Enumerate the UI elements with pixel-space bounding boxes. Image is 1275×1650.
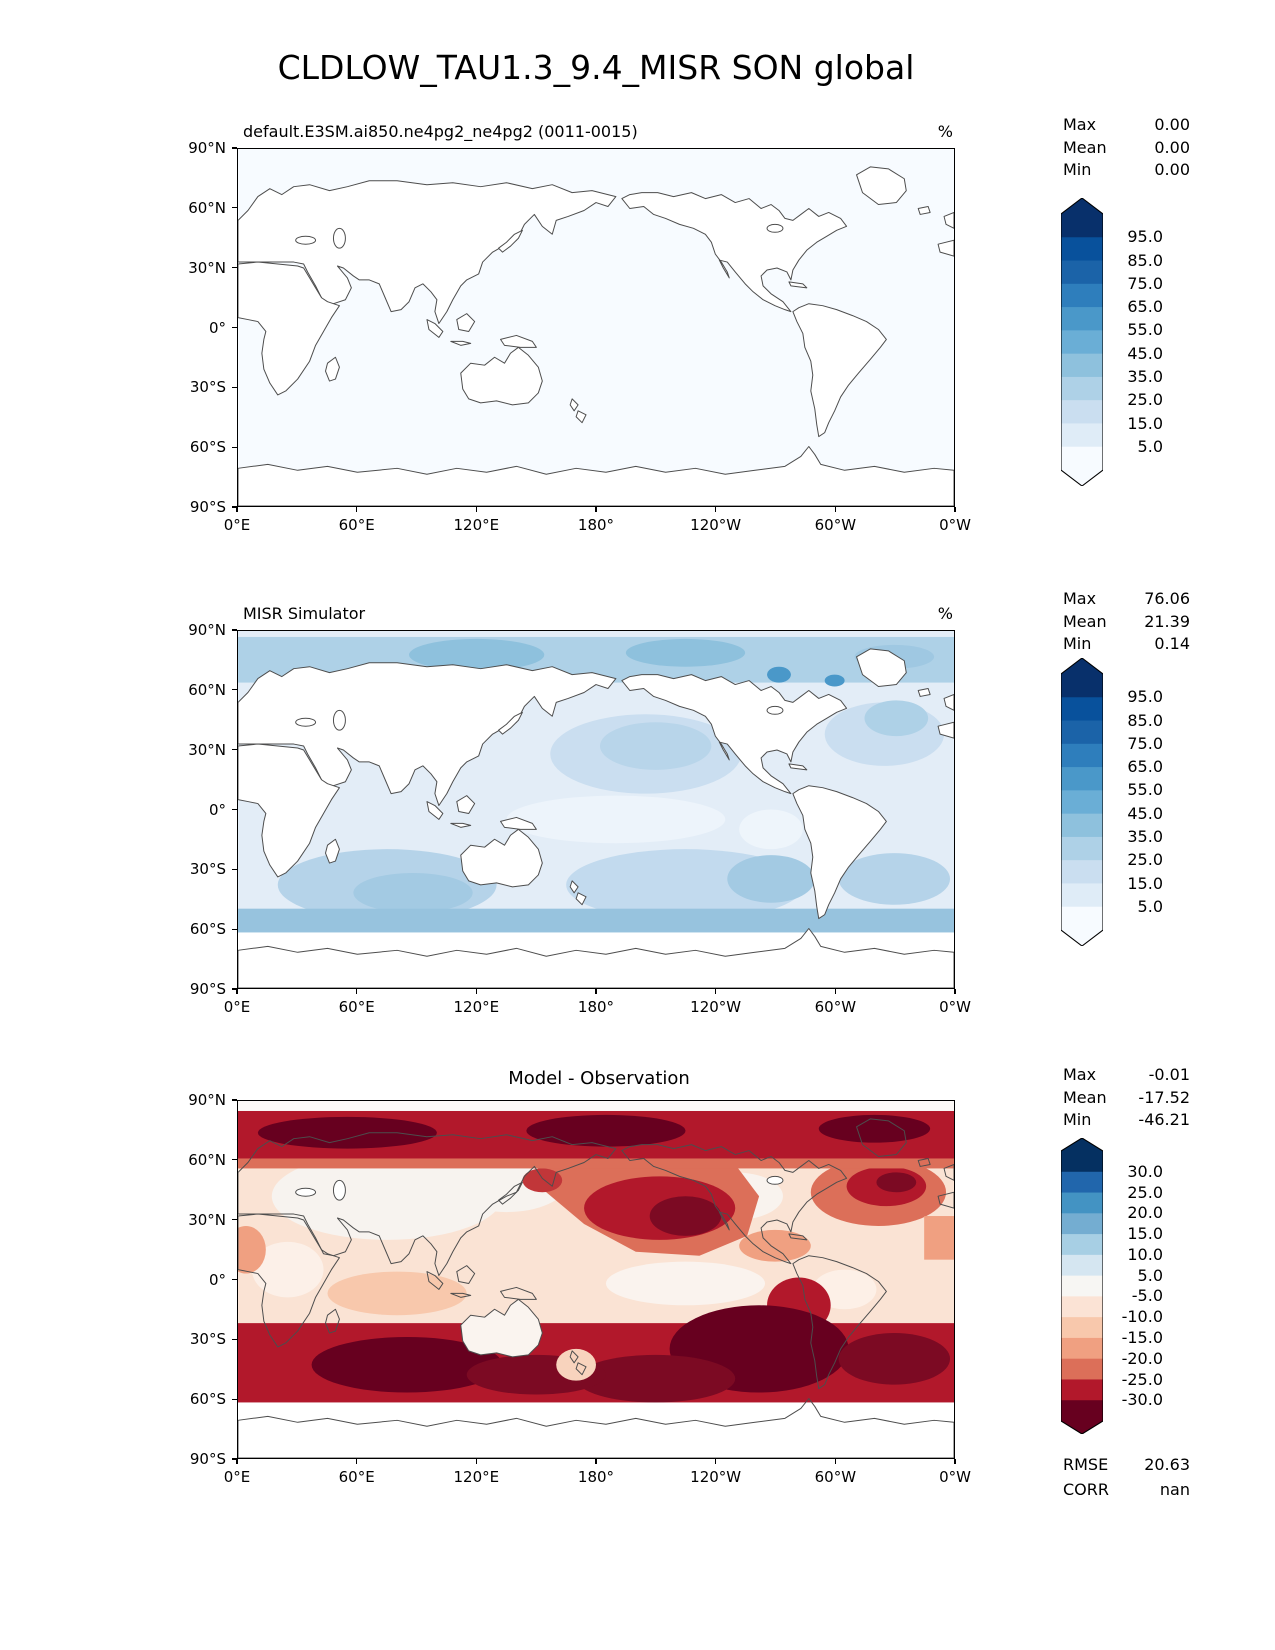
x-tick-label: 0°W — [939, 516, 971, 534]
colorbar-tick-label: 10.0 — [1127, 1244, 1163, 1264]
y-tick-mark — [232, 689, 237, 690]
colorbar-segment — [1061, 1400, 1103, 1421]
contour-fill — [238, 909, 954, 933]
map-difference — [237, 1100, 955, 1459]
contour-fill — [238, 1402, 954, 1458]
stat-label: Min — [1063, 634, 1092, 653]
x-tick-mark — [715, 507, 716, 512]
x-tick-label: 120°E — [453, 516, 500, 534]
contour-fill — [739, 810, 803, 850]
stat-row — [1063, 1109, 1190, 1132]
contour-fill — [409, 639, 544, 671]
contour-fill — [507, 796, 726, 844]
contour-fill — [924, 1216, 954, 1260]
stats-block-model — [1063, 114, 1190, 182]
contour-fill — [650, 1196, 722, 1236]
colorbar-tick-label: 20.0 — [1127, 1203, 1163, 1223]
metric-value: nan — [1159, 1480, 1190, 1499]
colorbar-tick-label: 35.0 — [1127, 366, 1163, 386]
map-svg — [238, 1101, 954, 1458]
x-tick-mark — [954, 507, 955, 512]
y-tick-mark — [232, 1159, 237, 1160]
contour-fill — [876, 1172, 916, 1192]
colorbar-tick-label: 15.0 — [1127, 413, 1163, 433]
x-tick-mark — [476, 989, 477, 994]
y-tick-label: 30°N — [188, 258, 226, 277]
colorbar-segment — [1061, 400, 1103, 424]
y-tick-mark — [232, 147, 237, 148]
x-tick-mark — [236, 507, 237, 512]
colorbar-labels — [1111, 658, 1163, 946]
colorbar-tick-label: 15.0 — [1127, 1224, 1163, 1244]
metrics-block — [1063, 1452, 1190, 1502]
x-tick-label: 120°W — [690, 998, 742, 1016]
x-tick-mark — [715, 989, 716, 994]
colorbar-tick-label: 75.0 — [1127, 273, 1163, 293]
x-tick-label: 180° — [577, 998, 615, 1016]
stat-row — [1063, 1064, 1190, 1087]
stats-block-observation — [1063, 588, 1190, 656]
y-tick-label: 30°S — [189, 378, 226, 397]
colorbar-tick-label: 5.0 — [1137, 436, 1163, 456]
x-tick-label: 0°E — [223, 516, 251, 534]
map-svg — [238, 149, 954, 506]
x-tick-mark — [476, 507, 477, 512]
colorbar-extend-bottom — [1061, 930, 1103, 946]
y-tick-label: 90°S — [189, 498, 226, 516]
x-tick-label: 0°E — [223, 1468, 251, 1486]
colorbar-segment — [1061, 697, 1103, 721]
stat-value: 0.00 — [1154, 137, 1190, 157]
colorbar-segment — [1061, 790, 1103, 814]
x-tick-label: 120°E — [453, 998, 500, 1016]
contour-fill — [727, 855, 815, 903]
stat-row — [1063, 588, 1190, 611]
y-tick-label: 0° — [208, 800, 226, 819]
colorbar-tick-label: 95.0 — [1127, 227, 1163, 247]
colorbar-labels — [1111, 1138, 1163, 1434]
colorbar-segment — [1061, 1296, 1103, 1317]
colorbar-segment — [1061, 1193, 1103, 1214]
colorbar-segment — [1061, 907, 1103, 931]
stat-value: 0.00 — [1154, 160, 1190, 179]
colorbar-segment — [1061, 261, 1103, 285]
x-tick-label: 120°E — [453, 1468, 500, 1486]
contour-fill — [238, 1101, 954, 1111]
stat-label: Mean — [1063, 137, 1107, 157]
y-tick-label: 30°N — [188, 740, 226, 759]
contour-fill — [626, 639, 745, 667]
colorbar-segment — [1061, 1151, 1103, 1172]
colorbar-tick-label: 85.0 — [1127, 250, 1163, 270]
x-tick-label: 120°W — [690, 516, 742, 534]
colorbar-tick-label: 65.0 — [1127, 297, 1163, 317]
x-tick-mark — [835, 1459, 836, 1464]
colorbar-segment — [1061, 814, 1103, 838]
stat-row — [1063, 1087, 1190, 1110]
y-tick-mark — [232, 1399, 237, 1400]
map-svg — [238, 631, 954, 988]
x-tick-label: 60°E — [338, 1468, 375, 1486]
colorbar-segment — [1061, 307, 1103, 331]
stat-value: 0.14 — [1154, 634, 1190, 653]
y-tick-label: 60°S — [189, 1390, 226, 1409]
contour-fill — [600, 722, 711, 770]
stat-row — [1063, 633, 1190, 656]
x-tick-mark — [356, 1459, 357, 1464]
metric-label: CORR — [1063, 1480, 1109, 1499]
contour-fill — [865, 700, 929, 736]
y-tick-label: 60°N — [188, 198, 226, 217]
figure-title: CLDLOW_TAU1.3_9.4_MISR SON global — [277, 48, 915, 87]
contour-fill — [739, 1230, 811, 1262]
colorbar-segment — [1061, 721, 1103, 745]
y-tick-mark — [232, 929, 237, 930]
x-tick-mark — [595, 989, 596, 994]
colorbar-segment — [1061, 1172, 1103, 1193]
colorbar-segment — [1061, 1234, 1103, 1255]
colorbar-segment — [1061, 674, 1103, 698]
colorbar-svg — [1061, 658, 1103, 946]
colorbar-model — [1061, 198, 1103, 486]
stat-value: 0.00 — [1154, 115, 1190, 134]
stat-label: Min — [1063, 1110, 1092, 1129]
y-tick-label: 60°S — [189, 438, 226, 457]
colorbar-tick-label: 35.0 — [1127, 826, 1163, 846]
colorbar-tick-label: -20.0 — [1121, 1348, 1163, 1368]
y-tick-mark — [232, 1219, 237, 1220]
colorbar-segment — [1061, 767, 1103, 791]
y-tick-label: 60°N — [188, 1150, 226, 1169]
stat-row — [1063, 611, 1190, 634]
y-tick-mark — [232, 506, 237, 507]
x-tick-label: 60°E — [338, 998, 375, 1016]
colorbar-tick-label: -10.0 — [1121, 1307, 1163, 1327]
stat-value: 76.06 — [1144, 589, 1190, 608]
y-tick-mark — [232, 447, 237, 448]
colorbar-segment — [1061, 1379, 1103, 1400]
x-tick-label: 0°W — [939, 998, 971, 1016]
y-tick-mark — [232, 207, 237, 208]
x-tick-mark — [236, 989, 237, 994]
contour-fill — [839, 1333, 950, 1385]
y-tick-label: 90°S — [189, 1450, 226, 1468]
colorbar-segment — [1061, 214, 1103, 238]
map-observation — [237, 630, 955, 989]
colorbar-extend-top — [1061, 198, 1103, 214]
x-tick-mark — [954, 989, 955, 994]
x-tick-mark — [595, 1459, 596, 1464]
colorbar-tick-label: 5.0 — [1137, 1265, 1163, 1285]
colorbar-labels — [1111, 198, 1163, 486]
x-tick-mark — [476, 1459, 477, 1464]
y-tick-mark — [232, 749, 237, 750]
colorbar-tick-label: 30.0 — [1127, 1161, 1163, 1181]
colorbar-extend-top — [1061, 1138, 1103, 1151]
x-tick-label: 60°E — [338, 516, 375, 534]
contour-fill — [825, 675, 845, 687]
colorbar-tick-label: -30.0 — [1121, 1390, 1163, 1410]
stat-label: Max — [1063, 589, 1097, 608]
y-tick-label: 0° — [208, 318, 226, 337]
colorbar-svg — [1061, 1138, 1103, 1434]
contour-fill — [328, 1272, 467, 1316]
y-tick-mark — [232, 1458, 237, 1459]
colorbar-segment — [1061, 354, 1103, 378]
colorbar-tick-label: 85.0 — [1127, 710, 1163, 730]
y-tick-label: 60°N — [188, 680, 226, 699]
colorbar-tick-label: 25.0 — [1127, 850, 1163, 870]
metric-label: RMSE — [1063, 1455, 1109, 1474]
y-tick-label: 90°S — [189, 980, 226, 998]
colorbar-extend-bottom — [1061, 1421, 1103, 1434]
colorbar-tick-label: 75.0 — [1127, 733, 1163, 753]
y-tick-label: 90°N — [188, 621, 226, 639]
colorbar-segment — [1061, 1317, 1103, 1338]
colorbar-tick-label: 65.0 — [1127, 757, 1163, 777]
colorbar-segment — [1061, 744, 1103, 768]
colorbar-segment — [1061, 883, 1103, 907]
colorbar-tick-label: 95.0 — [1127, 687, 1163, 707]
y-tick-mark — [232, 629, 237, 630]
panel-difference-header — [237, 1058, 955, 1090]
colorbar-observation — [1061, 658, 1103, 946]
x-tick-label: 180° — [577, 1468, 615, 1486]
colorbar-tick-label: 25.0 — [1127, 1182, 1163, 1202]
y-tick-mark — [232, 267, 237, 268]
x-tick-mark — [356, 507, 357, 512]
stat-label: Min — [1063, 160, 1092, 179]
colorbar-extend-bottom — [1061, 470, 1103, 486]
stat-value: -0.01 — [1148, 1065, 1190, 1084]
colorbar-segment — [1061, 1255, 1103, 1276]
y-tick-mark — [232, 1279, 237, 1280]
colorbar-segment — [1061, 837, 1103, 861]
panel-model-title: default.E3SM.ai850.ne4pg2_ne4pg2 (0011-0015) — [243, 121, 638, 141]
x-tick-label: 180° — [577, 516, 615, 534]
contour-fill — [238, 1159, 954, 1169]
metric-value: 20.63 — [1144, 1455, 1190, 1474]
contour-fill — [606, 1262, 765, 1306]
contour-fill — [556, 1349, 596, 1381]
colorbar-tick-label: -25.0 — [1121, 1369, 1163, 1389]
contour-fill — [258, 1117, 437, 1149]
colorbar-segment — [1061, 237, 1103, 261]
x-tick-mark — [595, 507, 596, 512]
panel-difference-title: Model - Observation — [508, 1068, 690, 1090]
y-tick-mark — [232, 809, 237, 810]
x-tick-label: 120°W — [690, 1468, 742, 1486]
colorbar-tick-label: 45.0 — [1127, 343, 1163, 363]
x-tick-mark — [954, 1459, 955, 1464]
y-tick-label: 30°S — [189, 860, 226, 879]
stat-label: Max — [1063, 1065, 1097, 1084]
y-tick-label: 60°S — [189, 920, 226, 939]
y-tick-mark — [232, 387, 237, 388]
colorbar-segment — [1061, 1213, 1103, 1234]
colorbar-tick-label: -5.0 — [1131, 1286, 1163, 1306]
colorbar-segment — [1061, 860, 1103, 884]
colorbar-tick-label: 55.0 — [1127, 780, 1163, 800]
colorbar-tick-label: 55.0 — [1127, 320, 1163, 340]
contour-fill — [526, 1115, 685, 1147]
y-tick-label: 0° — [208, 1270, 226, 1289]
colorbar-tick-label: 5.0 — [1137, 896, 1163, 916]
colorbar-segment — [1061, 330, 1103, 354]
stat-label: Max — [1063, 115, 1097, 134]
contour-fill — [767, 667, 791, 683]
map-model — [237, 148, 955, 507]
stat-value: -46.21 — [1138, 1110, 1190, 1129]
colorbar-segment — [1061, 423, 1103, 447]
y-tick-label: 90°N — [188, 139, 226, 157]
y-tick-mark — [232, 1339, 237, 1340]
contour-fill — [839, 853, 950, 905]
y-tick-mark — [232, 1099, 237, 1100]
y-tick-label: 30°S — [189, 1330, 226, 1349]
panel-observation-unit-label: % — [937, 603, 953, 623]
contour-fill — [353, 873, 472, 913]
colorbar-segment — [1061, 1359, 1103, 1380]
stat-label: Mean — [1063, 611, 1107, 631]
y-tick-label: 30°N — [188, 1210, 226, 1229]
metric-row — [1063, 1477, 1190, 1502]
stat-value: 21.39 — [1144, 611, 1190, 631]
stat-value: -17.52 — [1138, 1087, 1190, 1107]
x-tick-mark — [236, 1459, 237, 1464]
y-tick-mark — [232, 988, 237, 989]
y-tick-mark — [232, 869, 237, 870]
x-tick-mark — [835, 989, 836, 994]
x-tick-mark — [835, 507, 836, 512]
stats-block-difference — [1063, 1064, 1190, 1132]
stat-row — [1063, 114, 1190, 137]
colorbar-tick-label: 15.0 — [1127, 873, 1163, 893]
stat-label: Mean — [1063, 1087, 1107, 1107]
metric-row — [1063, 1452, 1190, 1477]
colorbar-segment — [1061, 1338, 1103, 1359]
panel-model-unit-label: % — [937, 121, 953, 141]
stat-row — [1063, 137, 1190, 160]
panel-observation-header — [237, 597, 955, 623]
panel-observation-title: MISR Simulator — [243, 603, 366, 623]
stat-row — [1063, 159, 1190, 182]
colorbar-segment — [1061, 284, 1103, 308]
colorbar-extend-top — [1061, 658, 1103, 674]
panel-model-header — [237, 115, 955, 141]
x-tick-label: 60°W — [814, 998, 857, 1016]
colorbar-svg — [1061, 198, 1103, 486]
x-tick-label: 0°W — [939, 1468, 971, 1486]
y-tick-mark — [232, 327, 237, 328]
colorbar-segment — [1061, 1276, 1103, 1297]
y-tick-label: 90°N — [188, 1091, 226, 1109]
colorbar-difference — [1061, 1138, 1103, 1434]
x-tick-mark — [715, 1459, 716, 1464]
colorbar-segment — [1061, 447, 1103, 471]
colorbar-tick-label: 25.0 — [1127, 390, 1163, 410]
colorbar-tick-label: -15.0 — [1121, 1327, 1163, 1347]
colorbar-tick-label: 45.0 — [1127, 803, 1163, 823]
x-tick-label: 60°W — [814, 1468, 857, 1486]
x-tick-label: 60°W — [814, 516, 857, 534]
colorbar-segment — [1061, 377, 1103, 401]
x-tick-mark — [356, 989, 357, 994]
x-tick-label: 0°E — [223, 998, 251, 1016]
